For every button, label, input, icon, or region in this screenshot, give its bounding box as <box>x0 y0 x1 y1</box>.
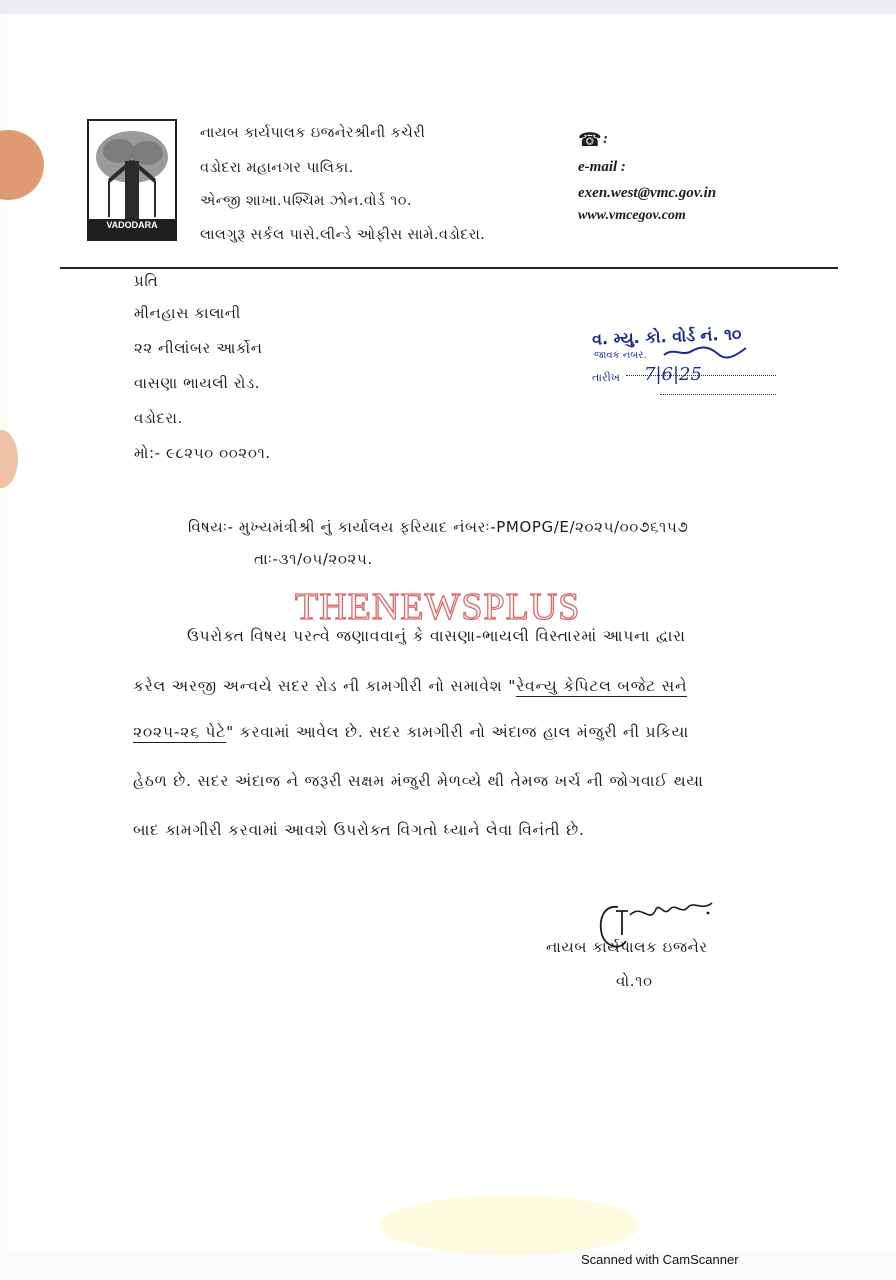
recipient-prati: પ્રતિ <box>134 272 159 290</box>
stamp-ward: વ. મ્યુ. કો. વોર્ડ નં. ૧૦ <box>591 324 742 349</box>
email-value: exen.west@vmc.gov.in <box>578 185 717 201</box>
recipient-city: વડોદરા. <box>134 409 183 427</box>
stamp-javak-scribble <box>662 344 748 358</box>
subject-line-2: તાઃ-૩૧/૦૫/૨૦૨૫. <box>254 550 373 568</box>
signatory-designation: નાયબ કાર્યપાલક ઇજનેર <box>546 938 708 956</box>
body-line-3 <box>133 723 689 742</box>
body-line-2 <box>133 677 687 696</box>
header-divider <box>60 267 838 269</box>
office-line-3: એન્જી શાખા.પશ્ચિમ ઝોન.વોર્ડ ૧૦. <box>200 193 412 209</box>
phone-icon: ☎ <box>578 129 602 151</box>
recipient-address-1: ૨૨ નીલાંબર આર્કોન <box>134 339 263 357</box>
body-line-4: હેઠળ છે. સદર અંદાજ ને જરૂરી સક્ષમ મંજુરી મેળવ્યે થી તેમજ ખર્ચ ની જોગવાઈ થયા <box>133 772 704 790</box>
body-line-3-text: " કરવામાં આવેલ છે. સદર કામગીરી નો અંદાજ હાલ મંજુરી ની પ્રકિયા <box>226 723 689 741</box>
stamp-bottom-dots <box>660 394 776 395</box>
stamp-date-value: 7|6|25 <box>644 364 702 385</box>
vmc-logo <box>87 119 177 241</box>
body-line-1: ઉપરોક્ત વિષય પરત્વે જણાવવાનું કે વાસણા-ભાયલી વિસ્તારમાં આપના દ્વારા <box>187 627 686 645</box>
stamp-javak-label: જાવક નંબર. <box>594 350 647 361</box>
stamp-date-label: તારીખ <box>592 371 620 384</box>
office-line-4: લાલગુરૂ સર્કલ પાસે.લીન્ડે ઓફીસ સામે.વડોદરા. <box>200 227 486 243</box>
website: www.vmcegov.com <box>578 208 686 223</box>
office-line-2: વડોદરા મહાનગર પાલિકા. <box>200 160 354 176</box>
office-line-1: નાયબ કાર્યપાલક ઇજનેરશ્રીની કચેરી <box>200 125 426 141</box>
scan-glare <box>380 1195 640 1255</box>
logo-caption: VADODARA <box>106 220 158 230</box>
body-line-2-text: કરેલ અરજી અન્વયે સદર રોડ ની કામગીરી નો સમાવેશ " <box>133 677 517 695</box>
budget-head-underlined: રેવન્યુ કેપિટલ બજેટ સને <box>516 677 688 695</box>
recipient-address-2: વાસણા ભાયલી રોડ. <box>134 374 261 392</box>
scan-top-band <box>0 0 896 14</box>
phone-label: : <box>603 131 608 147</box>
recipient-mobile: મો:- ૯૮૨૫૦ ૦૦૨૦૧. <box>134 444 271 462</box>
body-line-5: બાદ કામગીરી કરવામાં આવશે ઉપરોક્ત વિગતો ધ્યાને લેવા વિનંતી છે. <box>133 821 585 839</box>
budget-year-underlined: ૨૦૨૫-૨૬ પેટે <box>133 723 227 741</box>
watermark: THENEWSPLUS <box>295 586 581 628</box>
subject-line-1: વિષયઃ- મુખ્યમંત્રીશ્રી નું કાર્યાલય ફરિયાદ નંબરઃ-PMOPG/E/૨૦૨૫/૦૦૭૬૧૫૭ <box>188 518 689 536</box>
email-label: e-mail : <box>578 159 626 175</box>
signatory-ward: વો.૧૦ <box>616 972 653 990</box>
camscanner-footer: Scanned with CamScanner <box>581 1252 739 1267</box>
recipient-name: મીનહાસ કાલાની <box>134 304 241 322</box>
